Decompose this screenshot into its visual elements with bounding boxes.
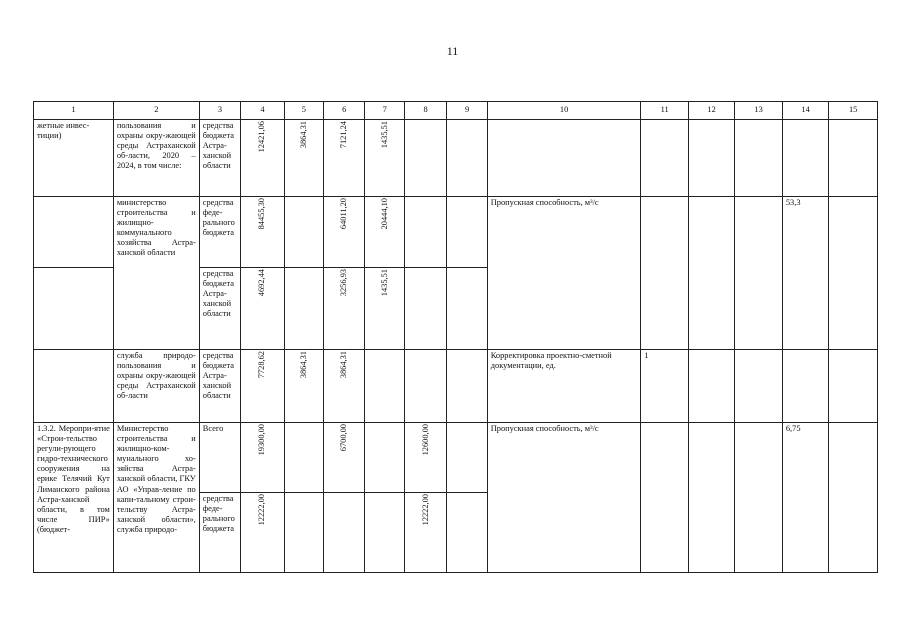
total-value: 7728,62 xyxy=(257,351,267,379)
budget-table xyxy=(33,101,878,573)
indicator-2020-cell xyxy=(641,197,689,350)
indicator-2022-cell xyxy=(735,120,783,197)
value-2021-cell xyxy=(324,423,365,493)
value-2024-cell xyxy=(447,493,487,573)
total-value: 12222,00 xyxy=(257,494,267,526)
indicator-2023-cell xyxy=(782,120,828,197)
value-2024-cell xyxy=(447,197,487,268)
value-2020: 3864,31 xyxy=(298,121,308,149)
col-header-5: 5 xyxy=(284,102,323,120)
col-header-4: 4 xyxy=(241,102,284,120)
funding-source-cell: средства феде-рального бюджета xyxy=(199,197,240,268)
funding-source-cell: средства бюджета Астра-ханской области xyxy=(199,120,240,197)
indicator-cell: Пропускная способность, м³/с xyxy=(487,423,641,573)
value-2022-cell xyxy=(365,493,404,573)
indicator-2021-cell xyxy=(688,120,734,197)
col-header-6: 6 xyxy=(324,102,365,120)
activity-cell: 1.3.2. Меропри-ятие «Строи-тельство регули-рующего гидро-технического сооружения на ерике Телячий Кут Лиманского района Астра-ханской области, в том числе ПИР» (бюджет- xyxy=(34,423,114,573)
value-2023-cell xyxy=(404,268,446,350)
value-2021-cell xyxy=(324,120,365,197)
total-value: 84455,30 xyxy=(257,198,267,230)
value-2022: 20444,10 xyxy=(379,198,389,230)
col-header-15: 15 xyxy=(829,102,878,120)
indicator-2021-cell xyxy=(688,423,734,573)
indicator-2024-cell xyxy=(829,423,878,573)
value-2024-cell xyxy=(447,120,487,197)
value-2020-cell xyxy=(284,493,323,573)
col-header-2: 2 xyxy=(113,102,199,120)
indicator-2022-cell xyxy=(735,350,783,423)
col-header-7: 7 xyxy=(365,102,404,120)
value-2022-cell xyxy=(365,268,404,350)
value-2023-cell xyxy=(404,197,446,268)
funding-source-cell: средства бюджета Астра-ханской области xyxy=(199,350,240,423)
value-2021: 3256,93 xyxy=(339,269,349,297)
table-row xyxy=(34,197,878,268)
executor-cell: Министерство строительства и жилищно-ком-мунального хо-зяйства Астра-ханской области, ГКУ АО «Управ-ление по капи-тальному строи-тельству Астра-ханской области», служба природо- xyxy=(113,423,199,573)
table-row xyxy=(34,120,878,197)
executor-cell: служба природо-пользования и охраны окру-жающей среды Астраханской об-ласти xyxy=(113,350,199,423)
value-2022-cell xyxy=(365,423,404,493)
col-header-3: 3 xyxy=(199,102,240,120)
indicator-2020-cell xyxy=(641,423,689,573)
value-2023: 12222,00 xyxy=(420,494,430,526)
value-2021-cell xyxy=(324,350,365,423)
value-2022-cell xyxy=(365,120,404,197)
value-2024-cell xyxy=(447,268,487,350)
indicator-cell: Пропускная способность, м³/с xyxy=(487,197,641,350)
value-2021: 6700,00 xyxy=(339,424,349,452)
total-value-cell xyxy=(241,423,284,493)
total-value: 4692,44 xyxy=(257,269,267,297)
value-2023-cell xyxy=(404,120,446,197)
table-row xyxy=(34,350,878,423)
indicator-2024-cell xyxy=(829,120,878,197)
total-value-cell xyxy=(241,197,284,268)
indicator-2020-cell: 1 xyxy=(641,350,689,423)
value-2023-cell xyxy=(404,423,446,493)
activity-cell xyxy=(34,268,114,350)
value-2021: 64011,20 xyxy=(339,198,349,230)
activity-cell: жетные инвес-тиции) xyxy=(34,120,114,197)
value-2024-cell xyxy=(447,350,487,423)
col-header-1: 1 xyxy=(34,102,114,120)
value-2021-cell xyxy=(324,493,365,573)
indicator-2022-cell xyxy=(735,423,783,573)
value-2023: 12600,00 xyxy=(420,424,430,456)
value-2023-cell xyxy=(404,350,446,423)
value-2022: 1435,51 xyxy=(379,269,389,297)
value-2020-cell xyxy=(284,120,323,197)
col-header-8: 8 xyxy=(404,102,446,120)
column-number-row xyxy=(34,102,878,120)
executor-cell: министерство строительства и жилищно-коммунального хозяйства Астра-ханской области xyxy=(113,197,199,350)
value-2021: 7121,24 xyxy=(339,121,349,149)
funding-source-cell: средства бюджета Астра-ханской области xyxy=(199,268,240,350)
activity-cell xyxy=(34,350,114,423)
value-2022-cell xyxy=(365,197,404,268)
total-value: 12421,06 xyxy=(257,121,267,153)
value-2020: 3864,31 xyxy=(298,351,308,379)
col-header-14: 14 xyxy=(782,102,828,120)
value-2023-cell xyxy=(404,493,446,573)
table-row xyxy=(34,423,878,493)
value-2022-cell xyxy=(365,350,404,423)
indicator-2021-cell xyxy=(688,350,734,423)
col-header-9: 9 xyxy=(447,102,487,120)
total-value: 19300,00 xyxy=(257,424,267,456)
value-2024-cell xyxy=(447,423,487,493)
value-2021-cell xyxy=(324,268,365,350)
indicator-2021-cell xyxy=(688,197,734,350)
value-2020-cell xyxy=(284,350,323,423)
indicator-2022-cell xyxy=(735,197,783,350)
indicator-cell xyxy=(487,120,641,197)
indicator-2023-cell: 6,75 xyxy=(782,423,828,573)
col-header-12: 12 xyxy=(688,102,734,120)
funding-source-cell: Всего xyxy=(199,423,240,493)
value-2022: 1435,51 xyxy=(379,121,389,149)
total-value-cell xyxy=(241,120,284,197)
total-value-cell xyxy=(241,493,284,573)
executor-cell: пользования и охраны окру-жающей среды Астраханской об-ласти, 2020 – 2024, в том числе: xyxy=(113,120,199,197)
page-number: 11 xyxy=(446,44,459,58)
total-value-cell xyxy=(241,350,284,423)
col-header-13: 13 xyxy=(735,102,783,120)
indicator-2024-cell xyxy=(829,350,878,423)
total-value-cell xyxy=(241,268,284,350)
value-2020-cell xyxy=(284,268,323,350)
activity-cell xyxy=(34,197,114,268)
value-2021: 3864,31 xyxy=(339,351,349,379)
col-header-10: 10 xyxy=(487,102,641,120)
indicator-2023-cell xyxy=(782,350,828,423)
value-2020-cell xyxy=(284,423,323,493)
value-2020-cell xyxy=(284,197,323,268)
col-header-11: 11 xyxy=(641,102,689,120)
indicator-2020-cell xyxy=(641,120,689,197)
indicator-2023-cell: 53,3 xyxy=(782,197,828,350)
value-2021-cell xyxy=(324,197,365,268)
indicator-2024-cell xyxy=(829,197,878,350)
indicator-cell: Корректировка проектно-сметной документации, ед. xyxy=(487,350,641,423)
funding-source-cell: средства феде-рального бюджета xyxy=(199,493,240,573)
